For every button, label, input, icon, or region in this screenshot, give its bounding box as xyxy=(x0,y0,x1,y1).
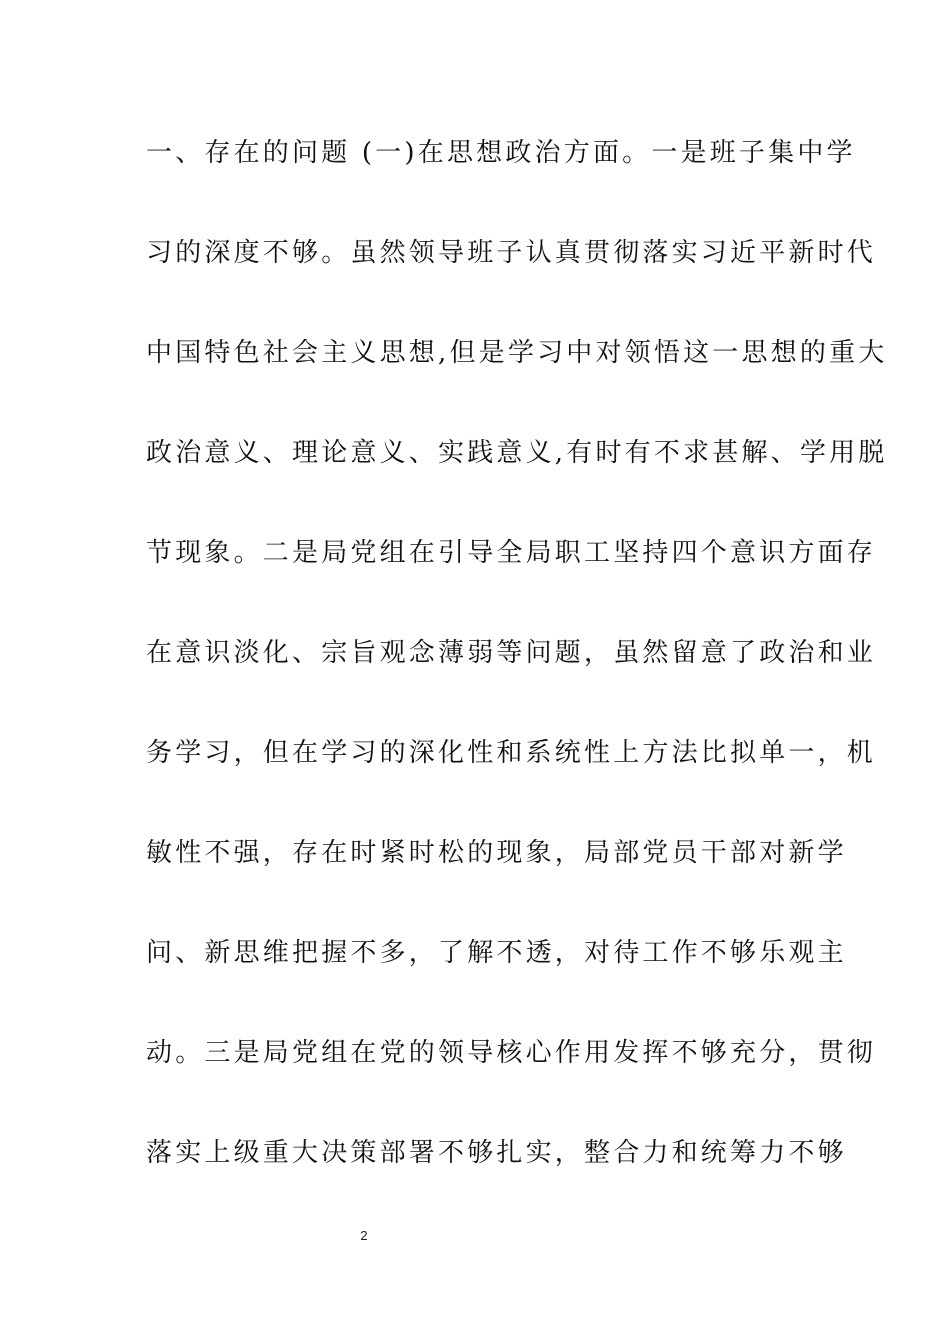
body-text xyxy=(146,128,888,1228)
text-line-9: 问、新思维把握不多，了解不透，对待工作不够乐观主 xyxy=(146,938,847,968)
text-line-2: 习的深度不够。虽然领导班子认真贯彻落实习近平新时代 xyxy=(146,238,877,268)
text-line-3: 中国特色社会主义思想,但是学习中对领悟这一思想的重大 xyxy=(146,338,888,368)
text-line-8: 敏性不强，存在时紧时松的现象，局部党员干部对新学 xyxy=(146,838,847,868)
text-line-11: 落实上级重大决策部署不够扎实，整合力和统筹力不够 xyxy=(146,1138,847,1168)
text-line-5: 节现象。二是局党组在引导全局职工坚持四个意识方面存 xyxy=(146,538,877,568)
text-line-7: 务学习，但在学习的深化性和系统性上方法比拟单一，机 xyxy=(146,738,877,768)
text-line-1: 一、存在的问题 (一)在思想政治方面。一是班子集中学 xyxy=(146,138,856,168)
text-line-6: 在意识淡化、宗旨观念薄弱等问题，虽然留意了政治和业 xyxy=(146,638,877,668)
text-line-10: 动。三是局党组在党的领导核心作用发挥不够充分，贯彻 xyxy=(146,1038,877,1068)
page-number: 2 xyxy=(360,1228,368,1243)
text-line-4: 政治意义、理论意义、实践意义,有时有不求甚解、学用脱 xyxy=(146,438,888,468)
